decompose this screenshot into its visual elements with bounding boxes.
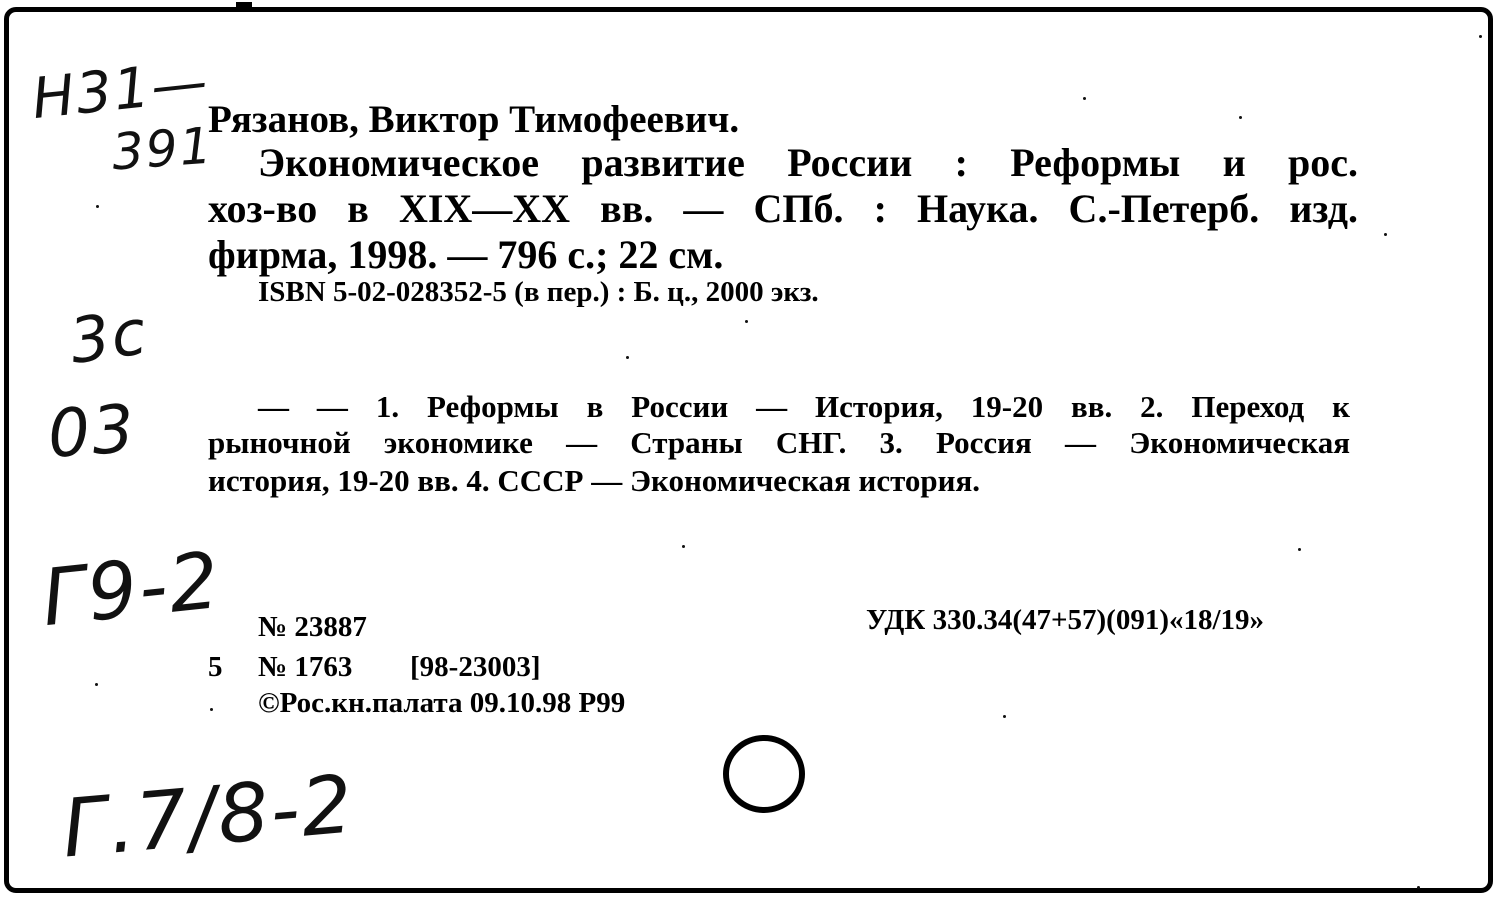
subject-line-3: история, 19-20 вв. 4. СССР — Экономическая история. [208,463,981,498]
isbn-line: ISBN 5-02-028352-5 (в пер.) : Б. ц., 2000 экз. [258,276,819,308]
scan-speck [1298,548,1301,551]
punch-hole [721,733,807,815]
handwritten-mark-g9: Г9-2 [37,535,226,645]
author-heading: Рязанов, Виктор Тимофеевич. [208,98,740,141]
copyright-line: ©Рос.кн.палата 09.10.98 Р99 [258,687,626,719]
scan-speck [1384,233,1387,236]
scan-speck [682,545,685,548]
handwritten-shelf-top: Н31— [29,48,213,133]
title-line-1: Экономическое развитие России : Реформы и рос. [258,140,1358,185]
scan-speck [745,320,748,323]
handwritten-mark-03: 03 [45,390,139,473]
card-number: № 23887 [258,611,367,643]
top-tick-mark [236,2,252,7]
subject-line-1: — — 1. Реформы в России — История, 19-20 вв. 2. Переход к [258,389,1350,424]
scan-speck [95,683,98,686]
scan-speck [1083,97,1086,100]
scan-speck [1479,35,1482,38]
handwritten-mark-g78: Г.7/8-2 [58,757,359,876]
handwritten-shelf-bottom: 391 [110,116,216,182]
subject-line-2: рыночной экономике — Страны СНГ. 3. Россия — Экономическая [208,425,1350,460]
number2-prefix: 5 [208,651,223,683]
scan-speck [1417,886,1420,889]
udc-classification: УДК 330.34(47+57)(091)«18/19» [866,604,1265,636]
title-line-3: фирма, 1998. — 796 с.; 22 см. [208,232,724,277]
scan-speck [1003,715,1006,718]
record-code: [98-23003] [410,651,541,683]
scan-speck [96,205,99,208]
title-line-2: хоз-во в XIX—XX вв. — СПб. : Наука. С.-Петерб. изд. [208,186,1358,231]
record-number: № 1763 [258,651,353,683]
scan-speck [210,708,213,711]
scan-speck [626,356,629,359]
handwritten-mark-zs: 3с [65,294,153,379]
scan-speck [1239,116,1242,119]
